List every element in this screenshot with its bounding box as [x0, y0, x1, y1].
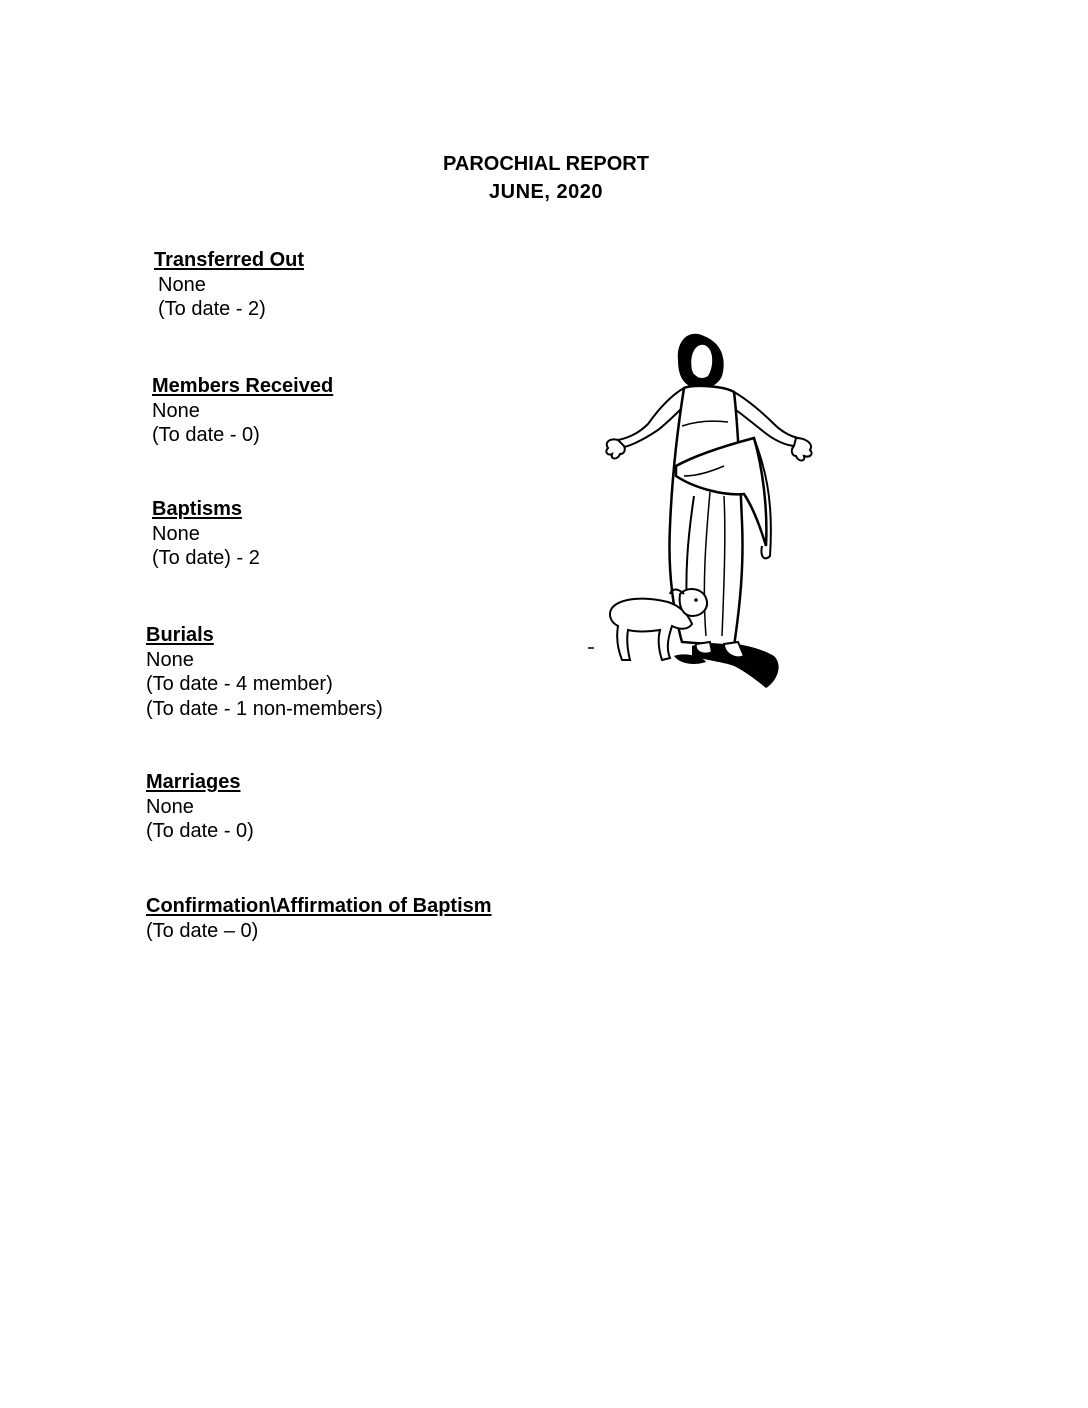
- section-line: None: [146, 795, 194, 818]
- jesus-with-lamb-icon: [584, 326, 820, 692]
- section-transferred-out: [154, 248, 304, 322]
- section-line: (To date - 4 member): [146, 673, 333, 695]
- section-line: (To date - 0): [146, 820, 254, 842]
- section-heading: Confirmation\Affirmation of Baptism: [146, 895, 492, 917]
- section-heading: Baptisms: [152, 498, 243, 520]
- section-members-received: [152, 374, 333, 448]
- section-line: (To date - 2): [158, 298, 266, 320]
- section-heading: Marriages: [146, 771, 241, 793]
- section-line: None: [158, 273, 206, 296]
- section-burials: [146, 623, 383, 721]
- report-title: PAROCHIAL REPORT: [443, 153, 649, 175]
- section-heading: Members Received: [152, 375, 334, 397]
- section-line: (To date - 1 non-members): [146, 697, 383, 720]
- section-line: None: [152, 522, 200, 545]
- section-heading: Transferred Out: [154, 249, 305, 271]
- section-heading: Burials: [146, 624, 214, 646]
- report-period: JUNE, 2020: [489, 181, 603, 203]
- section-confirmation: [146, 894, 492, 943]
- section-line: None: [152, 399, 200, 422]
- section-line: (To date – 0): [146, 919, 259, 942]
- section-line: None: [146, 648, 194, 671]
- section-marriages: [146, 770, 254, 844]
- section-baptisms: [152, 497, 260, 571]
- section-line: (To date - 0): [152, 424, 260, 446]
- section-line: (To date) - 2: [152, 547, 260, 569]
